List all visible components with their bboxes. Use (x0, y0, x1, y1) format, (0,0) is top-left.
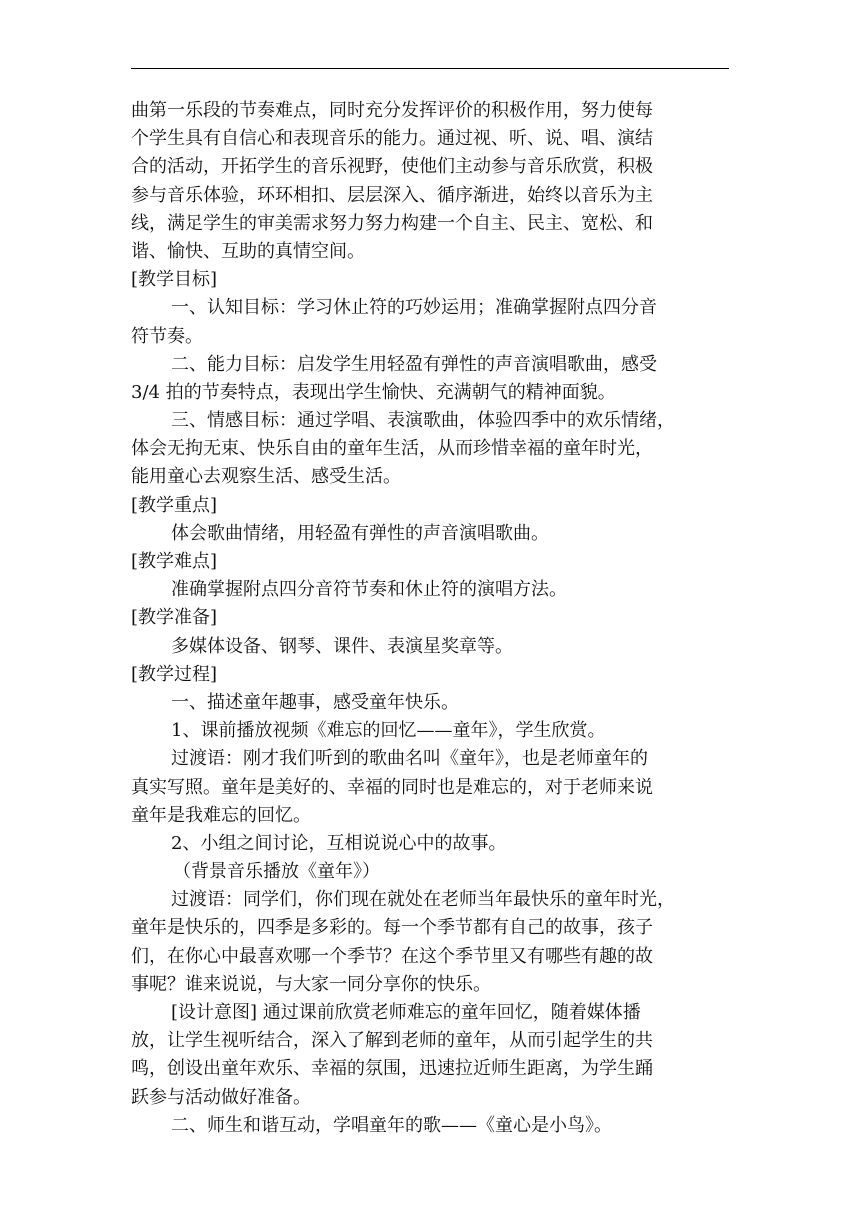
text-line: 能用童心去观察生活、感受生活。 (131, 466, 401, 488)
text-line: 鸣，创设出童年欢乐、幸福的氛围，迅速拉近师生距离，为学生踊 (131, 1058, 653, 1080)
section-heading: [教学难点] (131, 551, 218, 572)
text-line: 二、师生和谐互动，学唱童年的歌——《童心是小鸟》。 (171, 1114, 612, 1136)
text-line: 真实写照。童年是美好的、幸福的同时也是难忘的，对于老师来说 (131, 776, 653, 798)
text-line: 体会无拘无束、快乐自由的童年生活，从而珍惜幸福的童年时光， (131, 438, 653, 460)
text-line: 个学生具有自信心和表现音乐的能力。通过视、听、说、唱、演结 (131, 128, 653, 150)
text-line: 准确掌握附点四分音符节奏和休止符的演唱方法。 (171, 579, 567, 601)
text-line: 谐、愉快、互助的真情空间。 (131, 240, 365, 262)
section-heading: [教学过程] (131, 663, 218, 685)
text-line: 2、小组之间讨论，互相说说心中的故事。 (171, 832, 507, 854)
text-line: [设计意图] 通过课前欣赏老师难忘的童年回忆，随着媒体播 (171, 1002, 641, 1023)
text-line: 参与音乐体验，环环相扣、层层深入、循序渐进，始终以音乐为主 (131, 184, 653, 206)
text-line: 符节奏。 (131, 325, 203, 347)
text-line: 线，满足学生的审美需求努力努力构建一个自主、民主、宽松、和 (131, 212, 653, 234)
section-heading: [教学重点] (131, 494, 218, 516)
section-heading: [教学目标] (131, 269, 218, 291)
text-line: 童年是我难忘的回忆。 (131, 804, 311, 826)
text-line: 事呢？谁来说说，与大家一同分享你的快乐。 (131, 973, 491, 995)
section-heading: [教学准备] (131, 607, 218, 629)
text-line: 曲第一乐段的节奏难点，同时充分发挥评价的积极作用，努力使每 (131, 100, 653, 121)
header-rule (131, 68, 729, 69)
text-line: 三、情感目标：通过学唱、表演歌曲，体验四季中的欢乐情绪， (171, 410, 675, 432)
document-body (131, 97, 731, 1140)
text-line: 童年是快乐的，四季是多彩的。每一个季节都有自己的故事，孩子 (131, 917, 653, 939)
text-line: 合的活动，开拓学生的音乐视野，使他们主动参与音乐欣赏，积极 (131, 156, 653, 178)
text-line: 多媒体设备、钢琴、课件、表演星奖章等。 (171, 635, 513, 657)
text-line: 过渡语：刚才我们听到的歌曲名叫《童年》，也是老师童年的 (171, 748, 648, 770)
text-line: 们，在你心中最喜欢哪一个季节？在这个季节里又有哪些有趣的故 (131, 945, 653, 967)
text-line: 1、课前播放视频《难忘的回忆——童年》，学生欣赏。 (171, 720, 606, 742)
text-line: 放，让学生视听结合，深入了解到老师的童年，从而引起学生的共 (131, 1030, 653, 1052)
text-line: （背景音乐播放《童年》） (173, 861, 380, 883)
text-line: 一、描述童年趣事，感受童年快乐。 (171, 691, 459, 713)
text-line: 跃参与活动做好准备。 (131, 1086, 311, 1108)
text-line: 3/4 拍的节奏特点，表现出学生愉快、充满朝气的精神面貌。 (131, 381, 616, 403)
text-line: 一、认知目标：学习休止符的巧妙运用；准确掌握附点四分音 (171, 297, 657, 319)
text-line: 过渡语：同学们，你们现在就处在老师当年最快乐的童年时光， (171, 889, 675, 911)
text-line: 体会歌曲情绪，用轻盈有弹性的声音演唱歌曲。 (171, 522, 549, 544)
text-line: 二、能力目标：启发学生用轻盈有弹性的声音演唱歌曲，感受 (171, 353, 657, 375)
